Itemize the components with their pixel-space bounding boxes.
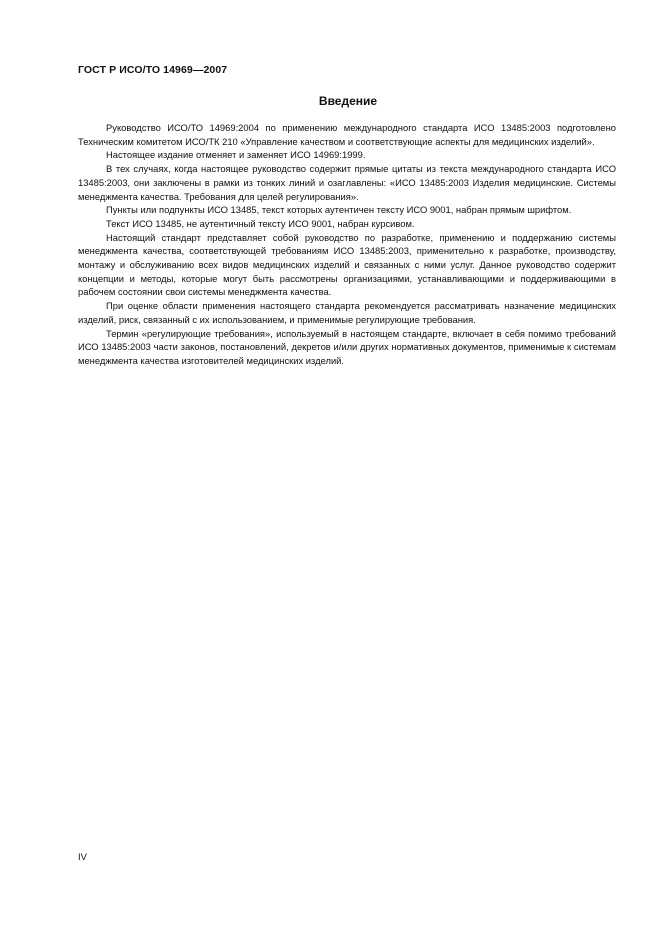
document-header: ГОСТ Р ИСО/ТО 14969—2007 <box>78 64 228 76</box>
page-number: IV <box>78 851 87 862</box>
paragraph: Текст ИСО 13485, не аутентичный тексту ИСО 9001, набран курсивом. <box>106 217 415 229</box>
section-title: Введение <box>318 94 378 108</box>
paragraph: При оценке области применения настоящего стандарта рекомендуется рассматривать назначение медицинских изделий, риск, связанный с их использованием, и применимые регулирующие требования. <box>78 300 616 325</box>
paragraph: Настоящий стандарт представляет собой руководство по разработке, применению и поддержанию системы менеджмента качества, соответствующей требованиям ИСО 13485:2003, применительно к разработке, производству, монтажу и обслуживанию всех видов медицинских изделий и связанных с ними услуг. Данное руководство содержит концепции и методы, которые могут быть рассмотрены организациями, устанавливающими и поддерживающими в рабочем состоянии свои системы менеджмента качества. <box>78 231 616 298</box>
paragraph: В тех случаях, когда настоящее руководство содержит прямые цитаты из текста международного стандарта ИСО 13485:2003, они заключены в рамки из тонких линий и озаглавлены: «ИСО 13485:2003 Изделия медицинские. Системы менеджмента качества. Требования для целей регулирования». <box>78 163 616 202</box>
paragraph: Руководство ИСО/ТО 14969:2004 по применению международного стандарта ИСО 13485:2003 подготовлено Техническим комитетом ИСО/ТК 210 «Управление качеством и соответствующие аспекты для медицинских изделий». <box>78 122 616 147</box>
paragraph: Пункты или подпункты ИСО 13485, текст которых аутентичен тексту ИСО 9001, набран прямым шрифтом. <box>106 204 572 216</box>
paragraph: Настоящее издание отменяет и заменяет ИСО 14969:1999. <box>106 149 366 161</box>
body-text <box>78 121 616 368</box>
paragraph: Термин «регулирующие требования», используемый в настоящем стандарте, включает в себя помимо требований ИСО 13485:2003 части законов, постановлений, декретов и/или других нормативных документов, применимые к системам менеджмента качества изготовителей медицинских изделий. <box>78 327 616 366</box>
